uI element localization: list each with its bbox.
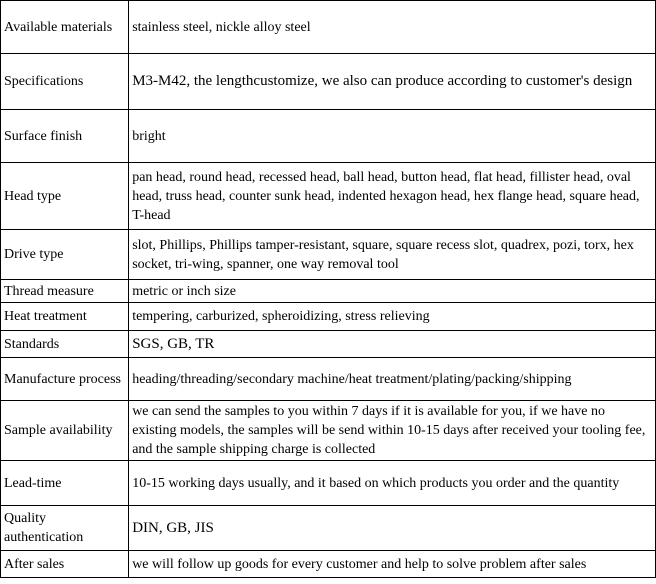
row-label: Sample availability xyxy=(1,401,129,461)
table-row xyxy=(1,401,656,461)
row-label: Quality authentication xyxy=(1,506,129,551)
row-value: slot, Phillips, Phillips tamper-resistant, square, square recess slot, quadrex, pozi, torx, hex socket, tri-wing, spanner, one way removal tool xyxy=(129,230,656,280)
table-row xyxy=(1,280,656,303)
row-label: Available materials xyxy=(1,1,129,54)
row-value: we will follow up goods for every customer and help to solve problem after sales xyxy=(129,551,656,578)
table-row xyxy=(1,506,656,551)
table-row xyxy=(1,54,656,110)
table-row xyxy=(1,461,656,506)
table-row xyxy=(1,551,656,578)
row-value: stainless steel, nickle alloy steel xyxy=(129,1,656,54)
row-value: SGS, GB, TR xyxy=(129,331,656,358)
row-value: 10-15 working days usually, and it based on which products you order and the quantity xyxy=(129,461,656,506)
table-row xyxy=(1,230,656,280)
row-value: metric or inch size xyxy=(129,280,656,303)
row-label: Head type xyxy=(1,163,129,230)
row-label: Surface finish xyxy=(1,110,129,163)
row-label: Thread measure xyxy=(1,280,129,303)
table-row xyxy=(1,303,656,331)
table-row xyxy=(1,331,656,358)
row-label: Specifications xyxy=(1,54,129,110)
row-value: M3-M42, the lengthcustomize, we also can produce according to customer's design xyxy=(129,54,656,110)
row-value: bright xyxy=(129,110,656,163)
row-value: tempering, carburized, spheroidizing, stress relieving xyxy=(129,303,656,331)
row-label: Standards xyxy=(1,331,129,358)
table-row xyxy=(1,1,656,54)
row-value: heading/threading/secondary machine/heat treatment/plating/packing/shipping xyxy=(129,358,656,401)
row-label: After sales xyxy=(1,551,129,578)
row-value: pan head, round head, recessed head, ball head, button head, flat head, fillister head, oval head, truss head, counter sunk head, indented hexagon head, hex flange head, square head, T-head xyxy=(129,163,656,230)
table-row xyxy=(1,163,656,230)
table-row xyxy=(1,110,656,163)
row-label: Lead-time xyxy=(1,461,129,506)
table-row xyxy=(1,358,656,401)
row-value: we can send the samples to you within 7 days if it is available for you, if we have no existing models, the samples will be send within 10-15 days after received your tooling fee, and the sample shipping charge is collected xyxy=(129,401,656,461)
row-label: Manufacture process xyxy=(1,358,129,401)
row-label: Heat treatment xyxy=(1,303,129,331)
row-label: Drive type xyxy=(1,230,129,280)
row-value: DIN, GB, JIS xyxy=(129,506,656,551)
